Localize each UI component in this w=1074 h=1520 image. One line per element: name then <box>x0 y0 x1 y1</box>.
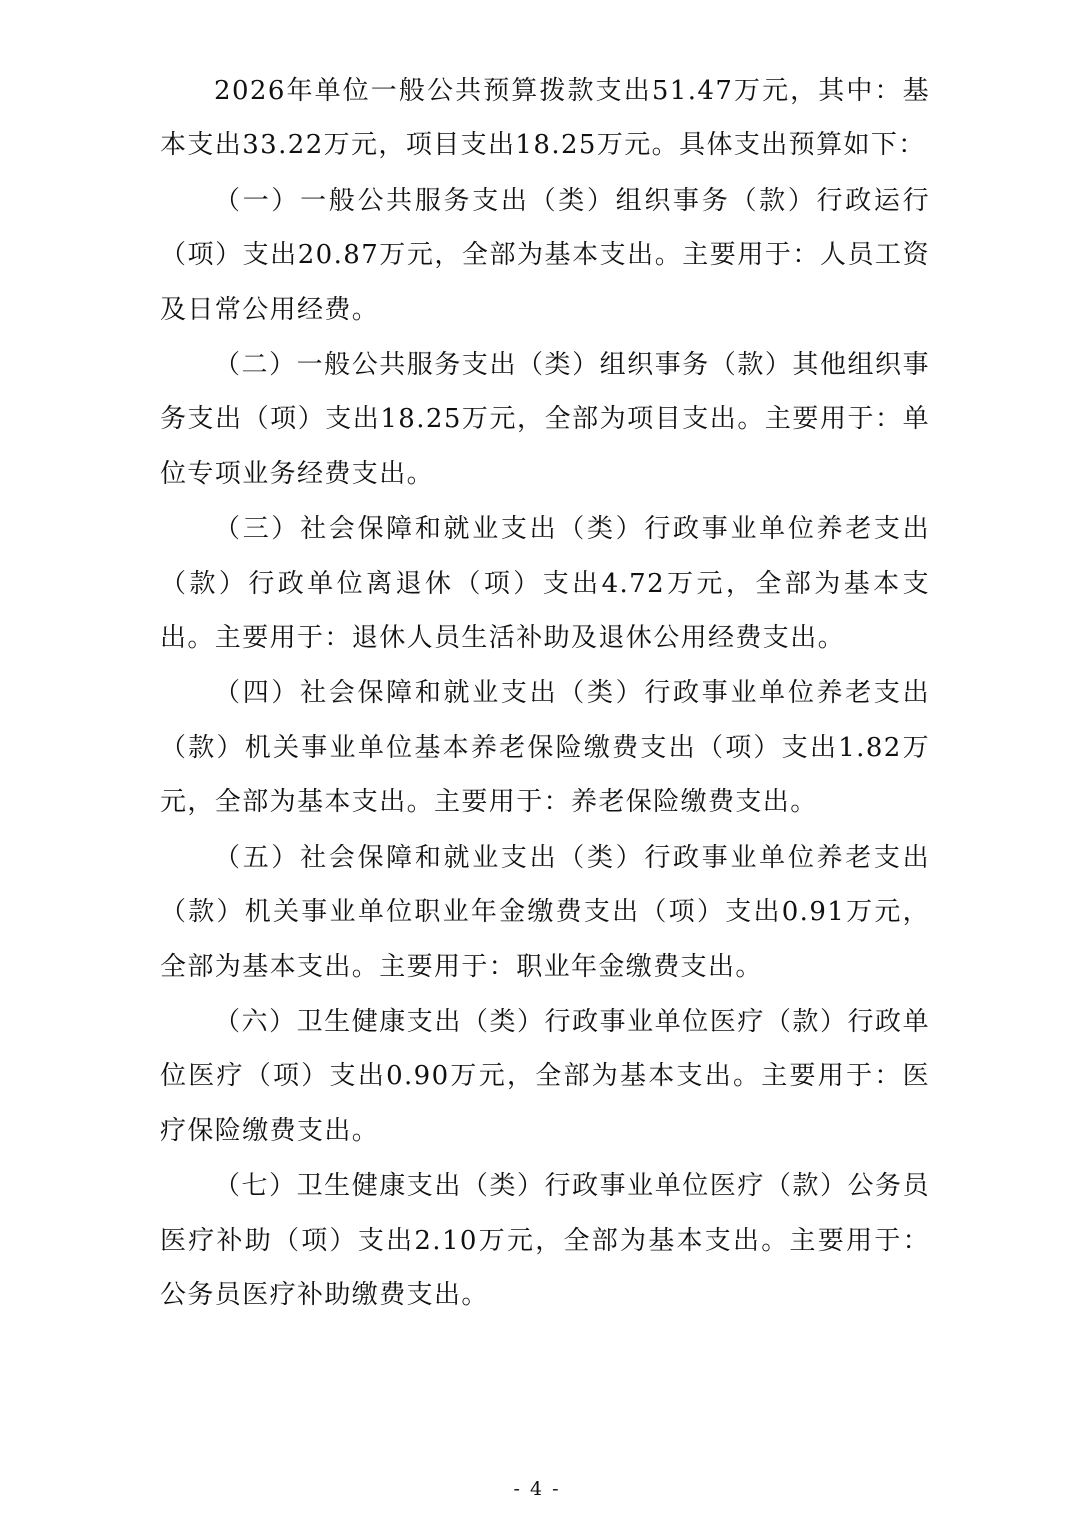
item-1-paragraph: （一）一般公共服务支出（类）组织事务（款）行政运行（项）支出20.87万元，全部为基本支出。主要用于：人员工资及日常公用经费。 <box>160 185 930 325</box>
summary-paragraph: 2026年单位一般公共预算拨款支出51.47万元，其中：基本支出33.22万元，项目支出18.25万元。具体支出预算如下： <box>160 76 930 161</box>
item-3-paragraph: （三）社会保障和就业支出（类）行政事业单位养老支出（款）行政单位离退休（项）支出4.72万元，全部为基本支出。主要用于：退休人员生活补助及退休公用经费支出。 <box>160 514 930 654</box>
item-2-paragraph: （二）一般公共服务支出（类）组织事务（款）其他组织事务支出（项）支出18.25万元，全部为项目支出。主要用于：单位专项业务经费支出。 <box>160 350 930 489</box>
item-5-paragraph: （五）社会保障和就业支出（类）行政事业单位养老支出（款）机关事业单位职业年金缴费支出（项）支出0.91万元，全部为基本支出。主要用于：职业年金缴费支出。 <box>160 842 930 982</box>
item-4-paragraph: （四）社会保障和就业支出（类）行政事业单位养老支出（款）机关事业单位基本养老保险缴费支出（项）支出1.82万元，全部为基本支出。主要用于：养老保险缴费支出。 <box>160 678 930 818</box>
page-number: - 4 - <box>513 1478 561 1500</box>
document-body <box>160 64 930 1323</box>
item-6-paragraph: （六）卫生健康支出（类）行政事业单位医疗（款）行政单位医疗（项）支出0.90万元，全部为基本支出。主要用于：医疗保险缴费支出。 <box>160 1006 930 1146</box>
item-7-paragraph: （七）卫生健康支出（类）行政事业单位医疗（款）公务员医疗补助（项）支出2.10万元，全部为基本支出。主要用于：公务员医疗补助缴费支出。 <box>160 1171 930 1310</box>
